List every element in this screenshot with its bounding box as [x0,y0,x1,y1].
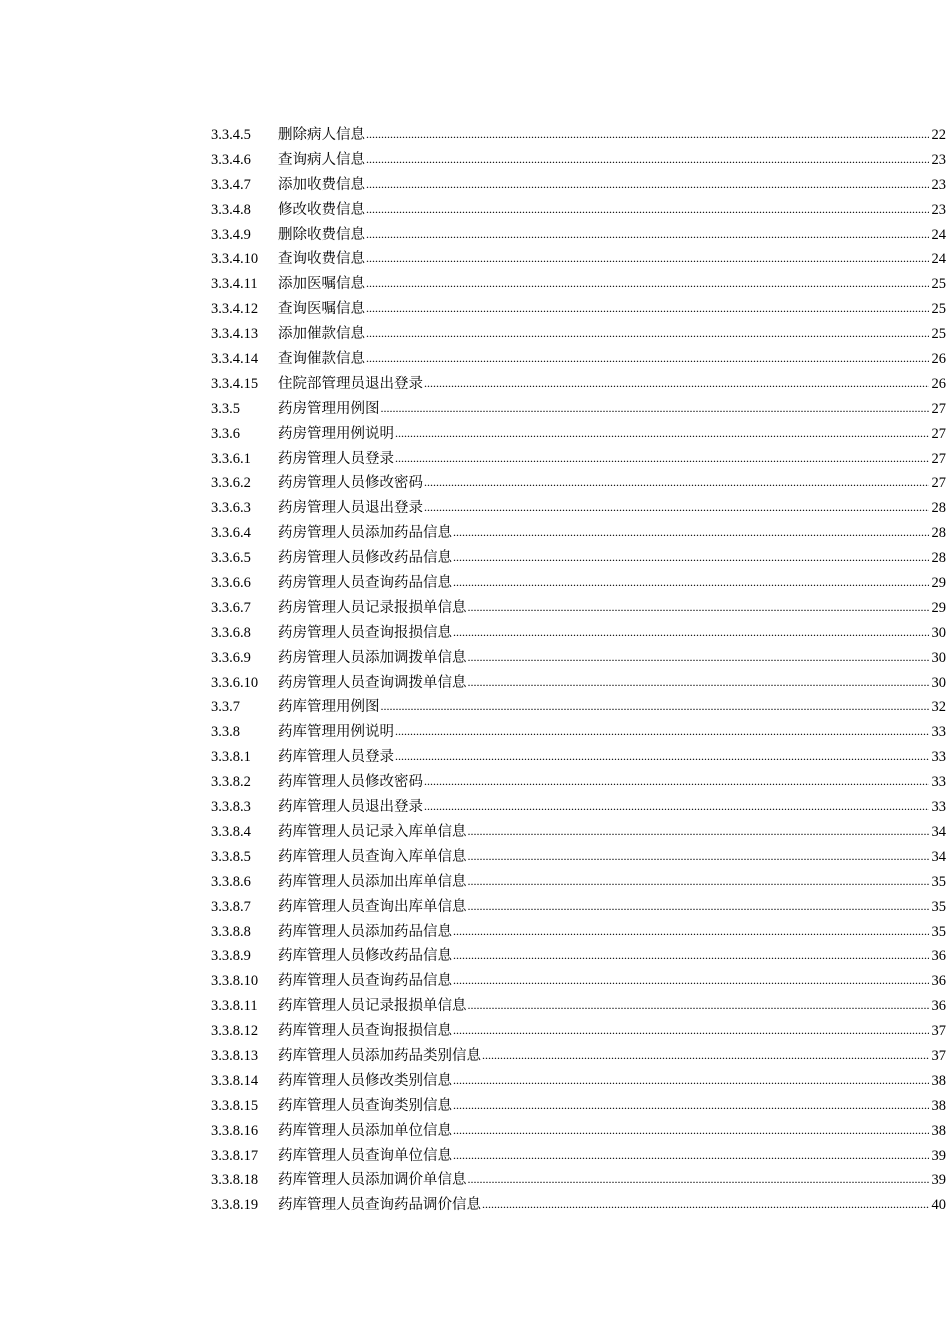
toc-entry[interactable] [211,148,946,173]
toc-dot-leader [366,122,929,147]
toc-entry[interactable] [211,695,946,720]
toc-dot-leader [468,670,930,695]
toc-page-number: 28 [931,500,946,517]
toc-section-title: 药房管理人员登录 [278,450,394,467]
toc-section-title: 药库管理人员添加出库单信息 [278,873,467,890]
toc-entry[interactable] [211,1193,946,1218]
toc-entry[interactable] [211,1144,946,1169]
toc-dot-leader [366,271,929,296]
toc-section-number: 3.3.8.19 [211,1197,259,1214]
toc-page-number: 30 [931,674,946,691]
toc-entry[interactable] [211,422,946,447]
toc-section-title: 添加收费信息 [278,176,365,193]
toc-section-number: 3.3.6.6 [211,575,251,592]
toc-page-number: 29 [931,599,946,616]
toc-entry[interactable] [211,969,946,994]
toc-dot-leader [395,719,929,744]
toc-page-number: 33 [931,799,946,816]
toc-page-number: 27 [931,450,946,467]
toc-dot-leader [453,520,929,545]
toc-dot-leader [366,321,929,346]
table-of-contents [211,123,946,1218]
toc-section-number: 3.3.8.18 [211,1172,259,1189]
toc-entry[interactable] [211,447,946,472]
toc-dot-leader [453,545,929,570]
toc-entry[interactable] [211,546,946,571]
toc-section-number: 3.3.8.17 [211,1147,259,1164]
toc-dot-leader [424,470,929,495]
toc-section-title: 药房管理用例图 [278,400,380,417]
toc-dot-leader [366,222,929,247]
toc-section-number: 3.3.4.6 [211,151,251,168]
toc-section-title: 药库管理人员修改密码 [278,774,423,791]
toc-section-title: 添加医嘱信息 [278,276,365,293]
toc-section-title: 药库管理人员添加药品类别信息 [278,1047,481,1064]
toc-entry[interactable] [211,994,946,1019]
toc-dot-leader [395,744,929,769]
toc-section-number: 3.3.6.10 [211,674,259,691]
toc-section-title: 药库管理人员添加药品信息 [278,923,452,940]
toc-page-number: 28 [931,550,946,567]
toc-section-title: 药库管理人员查询入库单信息 [278,848,467,865]
toc-page-number: 23 [931,176,946,193]
toc-section-title: 药房管理人员退出登录 [278,500,423,517]
toc-page-number: 22 [931,127,946,143]
toc-entry[interactable] [211,870,946,895]
toc-section-number: 3.3.4.15 [211,375,259,392]
toc-section-number: 3.3.5 [211,400,240,417]
toc-section-number: 3.3.8.7 [211,898,251,915]
toc-section-number: 3.3.8.8 [211,923,251,940]
toc-dot-leader [366,296,929,321]
toc-dot-leader [366,246,929,271]
toc-section-title: 药库管理人员查询类别信息 [278,1097,452,1114]
toc-section-number: 3.3.6.7 [211,599,251,616]
toc-page-number: 35 [931,873,946,890]
toc-section-number: 3.3.6.4 [211,525,251,542]
toc-page-number: 39 [931,1172,946,1189]
toc-section-title: 药库管理人员登录 [278,749,394,766]
toc-page-number: 25 [931,276,946,293]
toc-dot-leader [468,844,930,869]
toc-section-title: 药房管理人员添加调拨单信息 [278,649,467,666]
toc-section-title: 修改收费信息 [278,201,365,218]
toc-entry[interactable] [211,247,946,272]
toc-entry[interactable] [211,322,946,347]
toc-page-number: 27 [931,475,946,492]
toc-section-title: 药房管理人员修改药品信息 [278,550,452,567]
toc-entry[interactable] [211,372,946,397]
toc-page-number: 24 [931,226,946,243]
toc-page-number: 34 [931,848,946,865]
toc-entry[interactable] [211,471,946,496]
toc-dot-leader [468,595,930,620]
toc-section-title: 药库管理人员记录报损单信息 [278,998,467,1015]
toc-dot-leader [453,943,929,968]
toc-page-number: 38 [931,1097,946,1114]
toc-entry[interactable] [211,1119,946,1144]
toc-page-number: 33 [931,774,946,791]
toc-entry[interactable] [211,521,946,546]
toc-section-number: 3.3.8.5 [211,848,251,865]
toc-page-number: 24 [931,251,946,268]
toc-section-title: 药库管理人员添加调价单信息 [278,1172,467,1189]
toc-section-number: 3.3.4.9 [211,226,251,243]
toc-page-number: 33 [931,749,946,766]
toc-dot-leader [453,968,929,993]
toc-dot-leader [468,645,930,670]
toc-section-title: 药库管理人员修改类别信息 [278,1072,452,1089]
toc-dot-leader [468,1167,930,1192]
toc-page-number: 36 [931,973,946,990]
toc-page-number: 27 [931,425,946,442]
toc-section-title: 药房管理人员添加药品信息 [278,525,452,542]
toc-dot-leader [395,421,929,446]
toc-page-number: 23 [931,201,946,218]
toc-page-number: 28 [931,525,946,542]
toc-dot-leader [381,694,930,719]
toc-entry[interactable] [211,1044,946,1069]
toc-section-title: 药房管理人员查询调拨单信息 [278,674,467,691]
toc-section-number: 3.3.8 [211,724,240,741]
toc-section-number: 3.3.7 [211,699,240,716]
toc-dot-leader [366,197,929,222]
toc-section-number: 3.3.4.10 [211,251,259,268]
toc-section-title: 删除收费信息 [278,226,365,243]
toc-section-number: 3.3.8.9 [211,948,251,965]
toc-page-number: 26 [931,375,946,392]
toc-entry[interactable] [211,496,946,521]
toc-entry[interactable] [211,297,946,322]
toc-entry[interactable] [211,571,946,596]
toc-entry[interactable] [211,223,946,248]
toc-entry[interactable] [211,820,946,845]
toc-section-title: 药库管理用例图 [278,699,380,716]
toc-page-number: 35 [931,923,946,940]
toc-page-number: 29 [931,575,946,592]
toc-entry[interactable] [211,1094,946,1119]
toc-dot-leader [468,819,930,844]
toc-section-number: 3.3.6 [211,425,240,442]
toc-dot-leader [424,495,929,520]
toc-section-number: 3.3.4.8 [211,201,251,218]
toc-page-number: 36 [931,998,946,1015]
toc-section-title: 药库管理人员查询药品信息 [278,973,452,990]
toc-section-number: 3.3.8.11 [211,998,258,1015]
toc-dot-leader [453,570,929,595]
toc-section-title: 查询催款信息 [278,351,365,368]
toc-section-title: 药房管理人员记录报损单信息 [278,599,467,616]
toc-dot-leader [468,993,930,1018]
toc-section-number: 3.3.8.14 [211,1072,259,1089]
toc-section-number: 3.3.4.13 [211,326,259,343]
toc-section-number: 3.3.4.11 [211,276,258,293]
toc-entry[interactable] [211,795,946,820]
toc-entry[interactable] [211,745,946,770]
toc-page-number: 26 [931,351,946,368]
toc-dot-leader [366,346,929,371]
toc-page-number: 30 [931,624,946,641]
toc-section-title: 药房管理人员查询报损信息 [278,624,452,641]
toc-entry[interactable] [211,347,946,372]
toc-section-title: 药库管理用例说明 [278,724,394,741]
toc-page-number: 34 [931,823,946,840]
toc-section-number: 3.3.6.2 [211,475,251,492]
toc-section-title: 药库管理人员查询报损信息 [278,1023,452,1040]
toc-section-number: 3.3.8.3 [211,799,251,816]
toc-page-number: 32 [931,699,946,716]
toc-page-number: 33 [931,724,946,741]
toc-section-number: 3.3.6.1 [211,450,251,467]
toc-entry[interactable] [211,1069,946,1094]
toc-section-title: 住院部管理员退出登录 [278,375,423,392]
toc-section-title: 药房管理人员查询药品信息 [278,575,452,592]
toc-entry[interactable] [211,173,946,198]
toc-section-title: 查询病人信息 [278,151,365,168]
toc-page-number: 35 [931,898,946,915]
toc-section-number: 3.3.6.5 [211,550,251,567]
toc-entry[interactable] [211,272,946,297]
toc-entry[interactable] [211,944,946,969]
toc-entry[interactable] [211,1168,946,1193]
toc-dot-leader [482,1043,929,1068]
toc-section-number: 3.3.8.1 [211,749,251,766]
toc-page-number: 23 [931,151,946,168]
toc-section-number: 3.3.8.4 [211,823,251,840]
toc-entry[interactable] [211,198,946,223]
toc-section-number: 3.3.6.3 [211,500,251,517]
toc-dot-leader [424,769,929,794]
toc-section-number: 3.3.8.13 [211,1047,259,1064]
toc-section-title: 药库管理人员退出登录 [278,799,423,816]
toc-section-number: 3.3.4.14 [211,351,259,368]
toc-page-number: 40 [931,1197,946,1214]
toc-entry[interactable] [211,671,946,696]
toc-dot-leader [381,396,930,421]
toc-dot-leader [453,1093,929,1118]
toc-dot-leader [453,1068,929,1093]
toc-entry[interactable] [211,845,946,870]
toc-entry[interactable] [211,646,946,671]
toc-dot-leader [453,1143,929,1168]
toc-section-title: 药房管理用例说明 [278,425,394,442]
toc-dot-leader [366,172,929,197]
toc-entry[interactable] [211,770,946,795]
toc-section-number: 3.3.4.12 [211,301,259,318]
toc-section-number: 3.3.8.16 [211,1122,259,1139]
toc-section-number: 3.3.8.10 [211,973,259,990]
toc-page-number: 39 [931,1147,946,1164]
toc-section-title: 删除病人信息 [278,127,365,143]
toc-section-title: 药库管理人员查询单位信息 [278,1147,452,1164]
toc-section-title: 药库管理人员添加单位信息 [278,1122,452,1139]
toc-entry[interactable] [211,720,946,745]
toc-page-number: 30 [931,649,946,666]
toc-entry[interactable] [211,397,946,422]
toc-entry[interactable] [211,1019,946,1044]
toc-section-number: 3.3.4.7 [211,176,251,193]
toc-page-number: 38 [931,1072,946,1089]
toc-dot-leader [453,620,929,645]
toc-dot-leader [468,869,930,894]
toc-dot-leader [482,1192,929,1217]
toc-section-number: 3.3.4.5 [211,127,251,143]
toc-section-title: 药房管理人员修改密码 [278,475,423,492]
toc-section-title: 药库管理人员查询药品调价信息 [278,1197,481,1214]
toc-page-number: 37 [931,1047,946,1064]
toc-page-number: 36 [931,948,946,965]
toc-section-number: 3.3.6.9 [211,649,251,666]
toc-section-number: 3.3.8.6 [211,873,251,890]
toc-page-number: 25 [931,326,946,343]
toc-entry[interactable] [211,621,946,646]
toc-dot-leader [395,446,929,471]
toc-section-title: 药库管理人员记录入库单信息 [278,823,467,840]
toc-page-number: 25 [931,301,946,318]
toc-dot-leader [453,1118,929,1143]
toc-dot-leader [424,371,929,396]
toc-section-number: 3.3.6.8 [211,624,251,641]
toc-section-title: 药库管理人员修改药品信息 [278,948,452,965]
toc-dot-leader [453,1018,929,1043]
toc-section-title: 药库管理人员查询出库单信息 [278,898,467,915]
toc-page-number: 27 [931,400,946,417]
toc-dot-leader [424,794,929,819]
toc-page-number: 37 [931,1023,946,1040]
toc-section-number: 3.3.8.12 [211,1023,259,1040]
toc-entry[interactable] [211,123,946,148]
toc-dot-leader [366,147,929,172]
toc-section-number: 3.3.8.2 [211,774,251,791]
toc-entry[interactable] [211,920,946,945]
toc-section-title: 查询医嘱信息 [278,301,365,318]
toc-section-title: 查询收费信息 [278,251,365,268]
toc-dot-leader [453,919,929,944]
toc-section-title: 添加催款信息 [278,326,365,343]
toc-page-number: 38 [931,1122,946,1139]
toc-dot-leader [468,894,930,919]
toc-section-number: 3.3.8.15 [211,1097,259,1114]
toc-entry[interactable] [211,596,946,621]
toc-entry[interactable] [211,895,946,920]
